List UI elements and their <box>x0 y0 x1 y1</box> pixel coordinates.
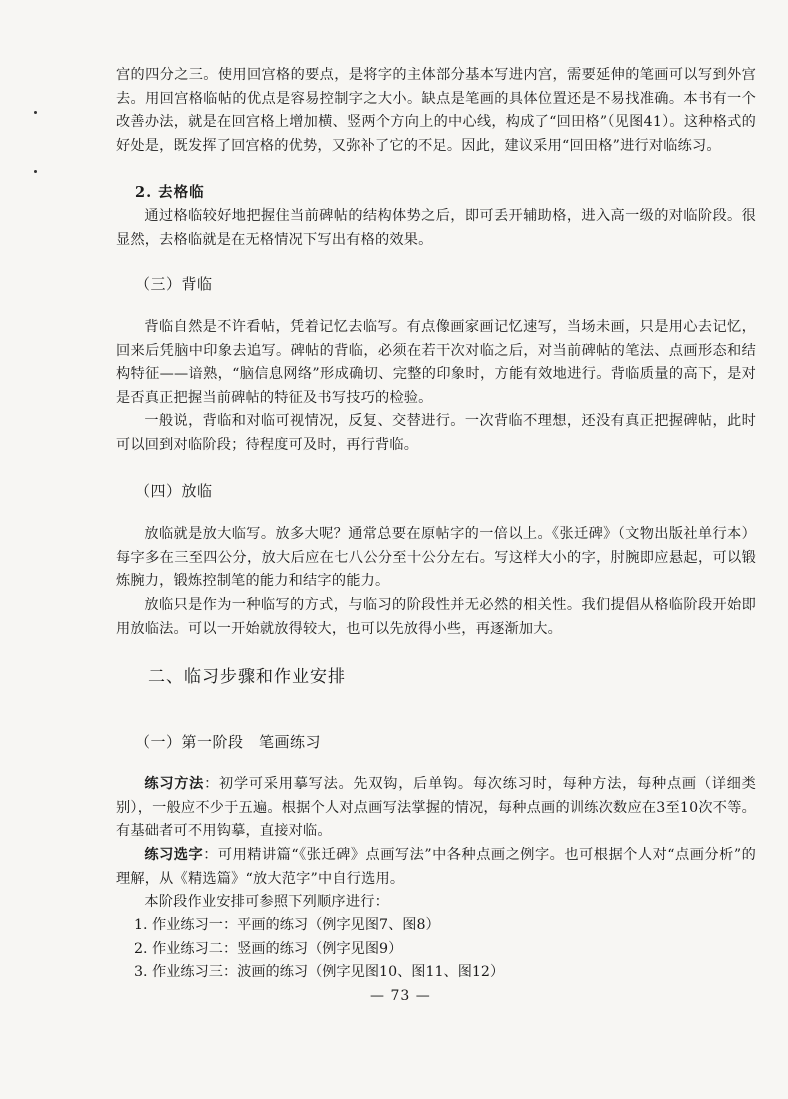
heading-beilin: （三）背临 <box>135 275 213 293</box>
paragraph-beilin-2: 一般说，背临和对临可视情况，反复、交替进行。一次背临不理想，还没有真正把握碑帖，此时可以回到对临阶段；待程度可及时，再行背临。 <box>116 413 756 453</box>
scan-speck <box>34 111 37 114</box>
heading-stage-one: （一）第一阶段 笔画练习 <box>135 733 322 751</box>
text-practice-method: ：初学可采用摹写法。先双钩，后单钩。每次练习时，每种方法，每种点画（详细类别），一般应不少于五遍。根据个人对点画写法掌握的情况，每种点画的训练次数应在3至10次不等。有基础者可不用钩摹，直接对临。 <box>116 776 756 839</box>
paragraph-order-intro: 本阶段作业安排可参照下列顺序进行： <box>144 894 389 910</box>
page-number: — 73 — <box>370 988 431 1004</box>
label-practice-method: 练习方法 <box>144 776 205 792</box>
text-practice-select: ：可用精讲篇“《张迁碑》点画写法”中各种点画之例字。也可根据个人对“点画分析”的理解，从《精选篇》“放大范字”中自行选用。 <box>116 847 756 887</box>
list-item: 1. 作业练习一：平画的练习（例字见图7、图8） <box>134 917 440 933</box>
paragraph-fanglin-1: 放临就是放大临写。放多大呢？通常总要在原帖字的一倍以上。《张迁碑》（文物出版社单行本）每字多在三至四公分，放大后应在七八公分至十公分左右。写这样大小的字，肘腕即应悬起，可以锻炼腕力，锻炼控制笔的能力和结字的能力。 <box>116 526 756 589</box>
paragraph-practice-select <box>116 844 756 891</box>
scan-speck <box>34 170 37 173</box>
paragraph-practice-method <box>116 773 756 844</box>
list-item: 2. 作业练习二：竖画的练习（例字见图9） <box>134 940 403 957</box>
list-item: 3. 作业练习三：波画的练习（例字见图10、图11、图12） <box>134 964 505 980</box>
section-heading-steps: 二、临习步骤和作业安排 <box>148 667 346 687</box>
paragraph-beilin-1: 背临自然是不许看帖，凭着记忆去临写。有点像画家画记忆速写，当场未画，只是用心去记忆，回来后凭脑中印象去追写。碑帖的背临，必须在若干次对临之后，对当前碑帖的笔法、点画形态和结构特征——谙熟，“脑信息网络”形成确切、完整的印象时，方能有效地进行。背临质量的高下，是对是否真正把握当前碑帖的特征及书写技巧的检验。 <box>116 319 756 406</box>
label-practice-select: 练习选字 <box>144 847 204 863</box>
paragraph-quge-lin: 通过格临较好地把握住当前碑帖的结构体势之后，即可丢开辅助格，进入高一级的对临阶段。很显然，去格临就是在无格情况下写出有格的效果。 <box>116 208 756 248</box>
paragraph-huigongge: 宫的四分之三。使用回宫格的要点，是将字的主体部分基本写进内宫，需要延伸的笔画可以写到外宫去。用回宫格临帖的优点是容易控制字之大小。缺点是笔画的具体位置还是不易找准确。本书有一个改善办法，就是在回宫格上增加横、竖两个方向上的中心线，构成了“回田格”（见图41）。这种格式的好处是，既发挥了回宫格的优势，又弥补了它的不足。因此，建议采用“回田格”进行对临练习。 <box>116 67 756 154</box>
paragraph-fanglin-2: 放临只是作为一种临写的方式，与临习的阶段性并无必然的相关性。我们提倡从格临阶段开始即用放临法。可以一开始就放得较大，也可以先放得小些，再逐渐加大。 <box>116 597 756 637</box>
subheading-quge-lin: 2. 去格临 <box>135 184 205 201</box>
task-list <box>134 914 754 985</box>
heading-fanglin: （四）放临 <box>135 482 213 500</box>
